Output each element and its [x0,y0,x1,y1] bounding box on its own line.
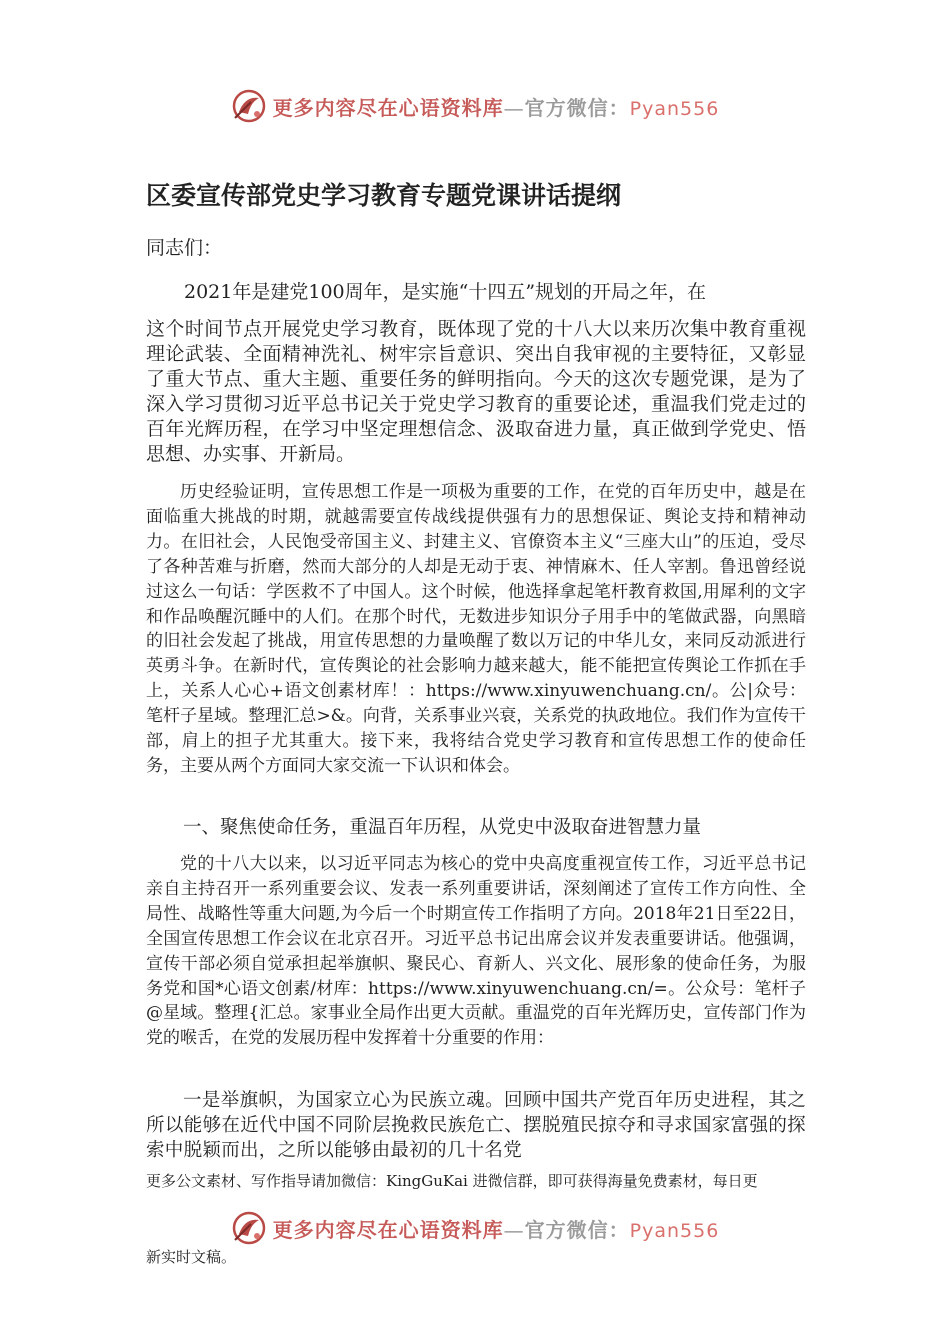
banner-dash: — [503,95,525,120]
banner-wechat-label: 官方微信： [524,95,630,120]
banner-wechat-id: Pyan556 [629,1219,720,1242]
banner-text [273,1214,720,1243]
paragraph-hold-banner: 一是举旗帜，为国家立心为民族立魂。回顾中国共产党百年历史进程，其之所以能够在近代中国不同阶层挽救民族危亡、摆脱殖民掠夺和寻求国家富强的探索中脱颖而出，之所以能够由最初的几十名党 [146,1090,806,1161]
banner-dash: — [503,1217,525,1242]
paragraph-intro-first-line: 2021年是建党100周年，是实施“十四五”规划的开局之年，在 [184,281,707,303]
banner-text [273,92,720,121]
paragraph-history: 历史经验证明，宣传思想工作是一项极为重要的工作，在党的百年历史中，越是在面临重大挑战的时期，就越需要宣传战线提供强有力的思想保证、舆论支持和精神动力。在旧社会，人民饱受帝国主义、封建主义、官僚资本主义“三座大山”的压迫，受尽了各种苦难与折磨，然而大部分的人却是无动于衷、神情麻木、任人宰割。鲁迅曾经说过这么一句话：学医救不了中国人。这个时候，他选择拿起笔杆教育救国,用犀利的文字和作品唤醒沉睡中的人们。在那个时代，无数进步知识分子用手中的笔做武器，向黑暗的旧社会发起了挑战，用宣传思想的力量唤醒了数以万记的中华儿女，来同反动派进行英勇斗争。在新时代，宣传舆论的社会影响力越来越大，能不能把宣传舆论工作抓在手上，关系人心心+语文创素材库！：https://www.xinyuwenchuang.cn/。公|众号：笔杆子星域。整理汇总>&。向背，关系事业兴衰，关系党的执政地位。我们作为宣传干部，肩上的担子尤其重大。接下来，我将结合党史学习教育和宣传思想工作的使命任务，主要从两个方面同大家交流一下认识和体会。 [146,482,806,776]
footer-banner [0,1206,950,1250]
brand-logo-icon [231,88,267,124]
section-heading-1: 一、聚焦使命任务，重温百年历程，从党史中汲取奋进智慧力量 [183,817,702,838]
paragraph-intro [146,280,806,467]
paragraph-party-congress: 党的十八大以来，以习近平同志为核心的党中央高度重视宣传工作，习近平总书记亲自主持召开一系列重要会议、发表一系列重要讲话，深刻阐述了宣传工作方向性、全局性、战略性等重大问题,为今后一个时期宣传工作指明了方向。2018年21日至22日，全国宣传思想工作会议在北京召开。习近平总书记出席会议并发表重要讲话。他强调，宣传干部必须自觉承担起举旗帜、聚民心、育新人、兴文化、展形象的使命任务，为服务党和国*心语文创素/材库：https://www.xinyuwenchuang.cn/=。公众号：笔杆子@星域。整理{汇总。家事业全局作出更大贡献。重温党的百年光辉历史，宣传部门作为党的喉舌，在党的发展历程中发挥着十分重要的作用： [146,854,806,1049]
header-banner [0,84,950,128]
banner-slogan: 更多内容尽在心语资料库 [272,95,504,120]
brand-logo-icon [231,1210,267,1246]
banner-wechat-label: 官方微信： [524,1217,630,1242]
document-title: 区委宣传部党史学习教育专题党课讲话提纲 [146,181,622,210]
banner-wechat-id: Pyan556 [629,97,720,120]
greeting: 同志们： [146,237,223,259]
paragraph-intro-body: 这个时间节点开展党史学习教育，既体现了党的十八大以来历次集中教育重视理论武装、全面精神洗礼、树牢宗旨意识、突出自我审视的主要特征，又彰显了重大节点、重大主题、重要任务的鲜明指向。今天的这次专题党课，是为了深入学习贯彻习近平总书记关于党史学习教育的重要论述，重温我们党走过的百年光辉历程，在学习中坚定理想信念、汲取奋进力量，真正做到学党史、悟思想、办实事、开新局。 [146,318,806,465]
footer-promo-line: 更多公文素材、写作指导请加微信：KingGuKai 进微信群，即可获得海量免费素材，每日更 [146,1172,758,1190]
banner-slogan: 更多内容尽在心语资料库 [272,1217,504,1242]
footer-promo-tail: 新实时文稿。 [146,1248,237,1266]
